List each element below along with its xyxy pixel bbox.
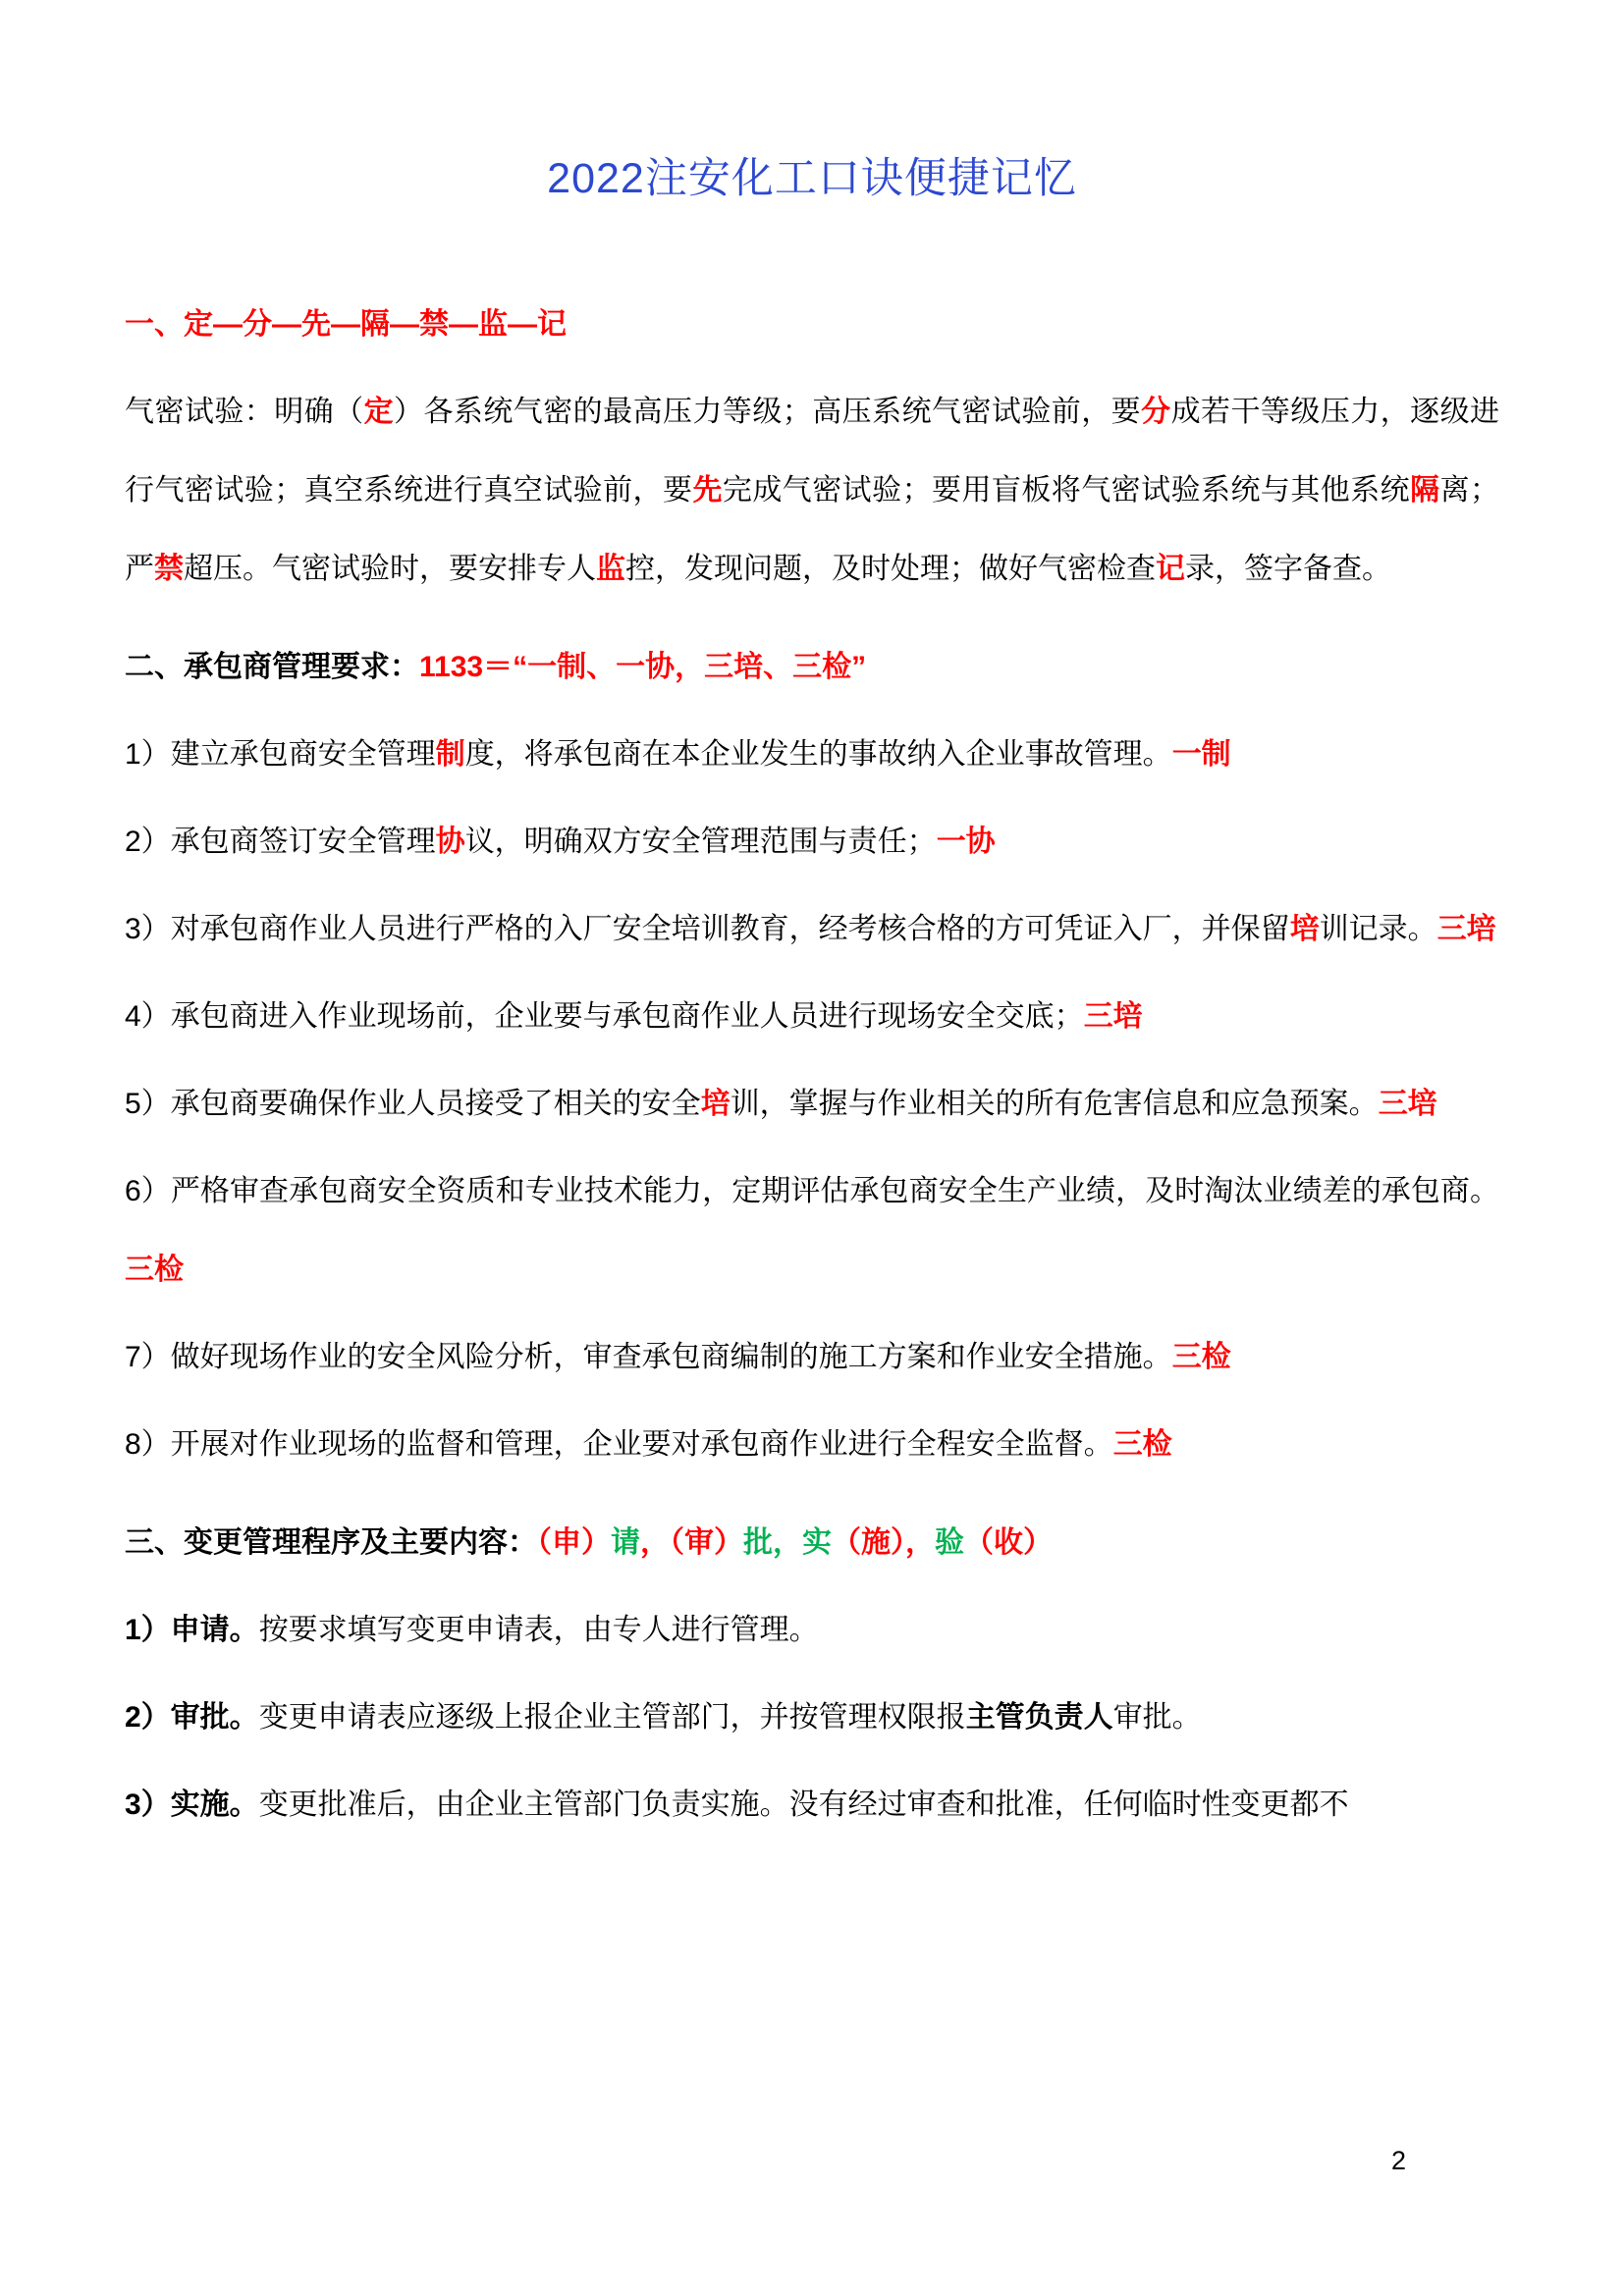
text-run: 先	[692, 474, 723, 507]
text-run: 变更批准后，由企业主管部门负责实施。没有经过审查和批准，任何临时性变更都不	[258, 1789, 1349, 1821]
text-run: （申）	[537, 1526, 611, 1559]
text-run: ，	[905, 1526, 935, 1559]
text-run: 训记录。	[1319, 913, 1437, 945]
text-run: 议，明确双方安全管理范围与责任；	[464, 826, 937, 858]
text-run: 实	[802, 1526, 832, 1559]
text-run: 3）实施。	[125, 1789, 259, 1821]
section-2-item-2	[125, 803, 1499, 881]
text-run: 三检	[1171, 1341, 1231, 1373]
text-run: 6）严格审查承包商安全资质和专业技术能力，定期评估承包商安全生产业绩，及时淘汰业绩差的承包商。	[125, 1175, 1499, 1207]
section-3-item-3	[125, 1766, 1499, 1844]
section-3-heading	[125, 1504, 1499, 1582]
text-run: 5）承包商要确保作业人员接受了相关的安全	[125, 1088, 701, 1120]
text-run: 变更申请表应逐级上报企业主管部门，并按管理权限报	[258, 1701, 966, 1734]
text-run: 训，掌握与作业相关的所有危害信息和应急预案。	[730, 1088, 1379, 1120]
text-run: 定	[363, 396, 395, 428]
text-run: 培	[1289, 913, 1320, 945]
section-2-item-1	[125, 716, 1499, 794]
text-run: 二、承包商管理要求：	[125, 651, 419, 683]
text-run: 完成气密试验；要用盲板将气密试验系统与其他系统	[722, 474, 1411, 507]
text-run: 1）建立承包商安全管理	[125, 738, 436, 771]
text-run: 培	[700, 1088, 731, 1120]
text-run: 8）开展对作业现场的监督和管理，企业要对承包商作业进行全程安全监督。	[125, 1428, 1113, 1461]
text-run: 成若干等级压力，逐级进行气密试验；真空系统进行真空试验前，要	[125, 396, 1500, 507]
text-run: 监	[596, 553, 625, 585]
text-run: 气密试验：明确（	[125, 396, 364, 428]
text-run: 制	[435, 738, 465, 771]
text-run: 记	[1156, 553, 1185, 585]
text-run: ）各系统气密的最高压力等级；高压系统气密试验前，要	[394, 396, 1142, 428]
text-run: 2）承包商签订安全管理	[125, 826, 436, 858]
text-run: 一协	[936, 826, 996, 858]
section-2-heading	[125, 628, 1499, 707]
section-3-item-1	[125, 1591, 1499, 1670]
text-run: 4）承包商进入作业现场前，企业要与承包商作业人员进行现场安全交底；	[125, 1000, 1084, 1033]
section-3-item-2	[125, 1679, 1499, 1757]
text-run: 请	[611, 1526, 640, 1559]
text-run: 禁	[154, 553, 184, 585]
text-run: 三培	[1083, 1000, 1143, 1033]
text-run: 批	[743, 1526, 773, 1559]
text-run: 三、变更管理程序及主要内容：	[125, 1526, 537, 1559]
text-run: 按要求填写变更申请表，由专人进行管理。	[258, 1614, 819, 1646]
text-run: 一、定—分—先—隔—禁—监—记	[125, 308, 567, 341]
text-run: 三检	[1112, 1428, 1172, 1461]
text-run: ，	[640, 1526, 670, 1559]
text-run: 三培	[1378, 1088, 1437, 1120]
text-run: 1133＝“一制、一协，三培、三检”	[419, 651, 867, 683]
section-1-heading	[125, 286, 1499, 364]
section-2-item-5	[125, 1065, 1499, 1144]
text-run: 2）审批。	[125, 1701, 259, 1734]
text-run: 控，发现问题，及时处理；做好气密检查	[625, 553, 1156, 585]
text-run: 7）做好现场作业的安全风险分析，审查承包商编制的施工方案和作业安全措施。	[125, 1341, 1172, 1373]
page-title: 2022注安化工口诀便捷记忆	[547, 155, 1077, 202]
text-run: 3）对承包商作业人员进行严格的入厂安全培训教育，经考核合格的方可凭证入厂，并保留	[125, 913, 1290, 945]
text-run: 一制	[1171, 738, 1231, 771]
text-run: （施）	[832, 1526, 905, 1559]
text-run: 三检	[125, 1254, 184, 1286]
section-2-item-3	[125, 890, 1499, 969]
text-run: 审批。	[1112, 1701, 1202, 1734]
text-run: 录，签字备查。	[1185, 553, 1391, 585]
text-run: 三培	[1436, 913, 1496, 945]
section-2-item-4	[125, 978, 1499, 1056]
text-run: 度，将承包商在本企业发生的事故纳入企业事故管理。	[464, 738, 1172, 771]
text-run: 离；严	[125, 474, 1500, 585]
section-1-paragraph	[125, 373, 1499, 609]
text-run: 分	[1141, 396, 1171, 428]
document-body	[125, 286, 1499, 1844]
text-run: 协	[435, 826, 465, 858]
text-run: 超压。气密试验时，要安排专人	[184, 553, 596, 585]
text-run: 主管负责人	[965, 1701, 1113, 1734]
text-run: ，	[773, 1526, 802, 1559]
text-run: （收）	[964, 1526, 1053, 1559]
text-run: 隔	[1410, 474, 1440, 507]
text-run: （审）	[670, 1526, 743, 1559]
text-run: 验	[935, 1526, 964, 1559]
text-run: 1）申请。	[125, 1614, 259, 1646]
section-2-item-6	[125, 1152, 1499, 1309]
section-2-item-7	[125, 1318, 1499, 1397]
page-number: 2	[1390, 2146, 1406, 2175]
section-2-item-8	[125, 1406, 1499, 1484]
